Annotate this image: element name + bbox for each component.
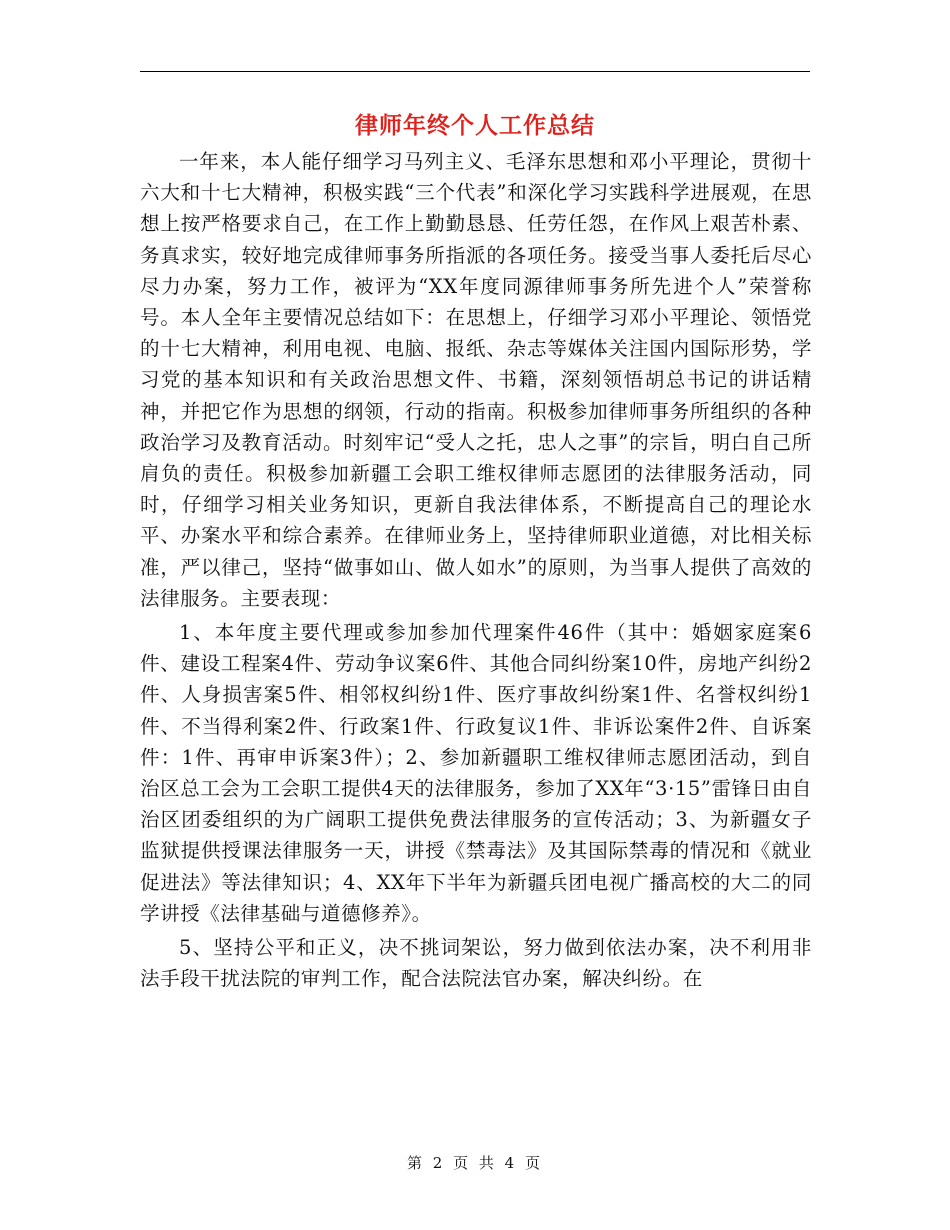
paragraph-achievements: 1、本年度主要代理或参加参加代理案件46件（其中：婚姻家庭案6件、建设工程案4件、劳动争议案6件、其他合同纠纷案10件，房地产纠纷2件、人身损害案5件、相邻权纠纷1件、医疗事故纠纷案1件、名誉权纠纷1件、不当得利案2件、行政案1件、行政复议1件、非诉讼案件2件、自诉案件：1件、再审申诉案3件）；2、参加新疆职工维权律师志愿团活动，到自治区总工会为工会职工提供4天的法律服务，参加了XX年“3·15”雷锋日由自治区团委组织的为广阔职工提供免费法律服务的宣传活动；3、为新疆女子监狱提供授课法律服务一天，讲授《禁毒法》及其国际禁毒的情况和《就业促进法》等法律知识；4、XX年下半年为新疆兵团电视广播高校的大二的同学讲授《法律基础与道德修养》。 — [140, 621, 812, 925]
paragraph-fairness: 5、坚持公平和正义，决不挑词架讼，努力做到依法办案，决不利用非法手段干扰法院的审判工作，配合法院法官办案，解决纠纷。在 — [140, 936, 812, 991]
paragraph-intro: 一年来，本人能仔细学习马列主义、毛泽东思想和邓小平理论，贯彻十六大和十七大精神，积极实践“三个代表”和深化学习实践科学进展观，在思想上按严格要求自己，在工作上勤勤恳恳、任劳任怨，在作风上艰苦朴素、务真求实，较好地完成律师事务所指派的各项任务。接受当事人委托后尽心尽力办案，努力工作，被评为“XX年度同源律师事务所先进个人”荣誉称号。本人全年主要情况总结如下：在思想上，仔细学习邓小平理论、领悟党的十七大精神，利用电视、电脑、报纸、杂志等媒体关注国内国际形势，学习党的基本知识和有关政治思想文件、书籍，深刻领悟胡总书记的讲话精神，并把它作为思想的纲领，行动的指南。积极参加律师事务所组织的各种政治学习及教育活动。时刻牢记“受人之托，忠人之事”的宗旨，明白自己所肩负的责任。积极参加新疆工会职工维权律师志愿团的法律服务活动，同时，仔细学习相关业务知识，更新自我法律体系，不断提高自己的理论水平、办案水平和综合素养。在律师业务上，坚持律师职业道德，对比相关标准，严以律己，坚持“做事如山、做人如水”的原则，为当事人提供了高效的法律服务。主要表现： — [140, 150, 812, 610]
page-number: 第 2 页 共 4 页 — [407, 1154, 543, 1172]
document-body — [140, 146, 812, 994]
header-rule — [140, 71, 810, 72]
document-title: 律师年终个人工作总结 — [355, 112, 595, 139]
